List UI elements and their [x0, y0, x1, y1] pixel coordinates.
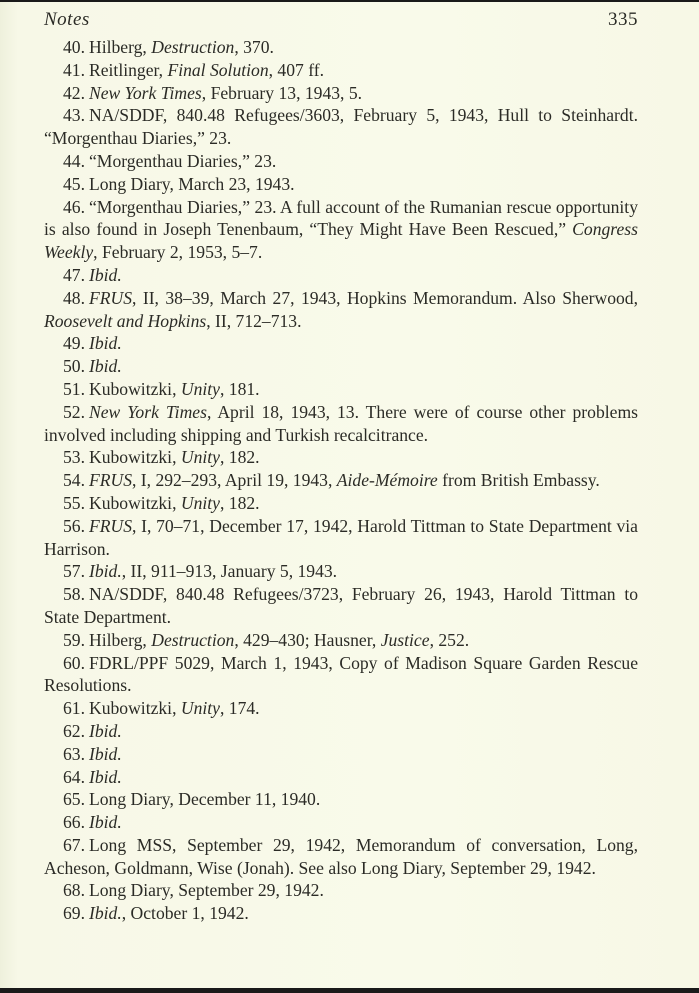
citation-text: , 174.: [219, 698, 260, 719]
footnote-number: 67.: [63, 834, 85, 855]
footnote-number: 44.: [63, 150, 85, 171]
footnote: [44, 879, 638, 902]
footnote-number: 59.: [63, 629, 85, 650]
footnote-number: 64.: [63, 766, 85, 787]
footnote-number: 45.: [63, 173, 85, 194]
footnote: [44, 811, 638, 834]
footnote-number: 55.: [63, 492, 85, 513]
footnote: [44, 332, 638, 355]
citation-text: Long Diary, September 29, 1942.: [89, 880, 324, 901]
footnote: [44, 446, 638, 469]
footnote-number: 61.: [63, 698, 85, 719]
footnote: [44, 469, 638, 492]
notes-list: [44, 36, 638, 925]
citation-title: Destruction: [151, 37, 235, 57]
citation-text: NA/SDDF, 840.48 Refugees/3603, February 5, 1943, Hull to Steinhardt. “Morgenthau Diaries,” 23.: [44, 105, 638, 149]
citation-title: Ibid.: [89, 356, 122, 377]
citation-text: “Morgenthau Diaries,” 23. A full account of the Rumanian rescue opportunity is also found in Joseph Tenenbaum, “They Might Have Been Rescued,”: [44, 196, 638, 240]
citation-title: Destruction: [151, 629, 235, 650]
citation-text: Hilberg,: [89, 37, 152, 57]
footnote: [44, 378, 638, 401]
footnote-number: 51.: [63, 378, 85, 399]
citation-title: Roosevelt and Hopkins: [44, 310, 207, 331]
footnote: [44, 902, 638, 925]
citation-text: , I, 292–293, April 19, 1943,: [132, 470, 337, 491]
footnote-number: 62.: [63, 720, 85, 741]
citation-title: New York Times: [89, 82, 202, 103]
footnote-number: 57.: [63, 561, 85, 582]
citation-title: Justice: [380, 629, 430, 650]
footnote: [44, 196, 638, 264]
footnote-number: 41.: [63, 59, 85, 80]
footnote-number: 69.: [63, 903, 85, 924]
citation-text: , 181.: [219, 378, 260, 399]
citation-text: , April 18, 1943, 13. There were of course other problems involved including shipping and Turkish recalcitrance.: [44, 401, 638, 445]
citation-title: Ibid.: [89, 743, 122, 764]
citation-text: , II, 38–39, March 27, 1943, Hopkins Memorandum. Also Sherwood,: [132, 287, 638, 308]
footnote-number: 42.: [63, 82, 85, 103]
citation-title: Ibid.: [89, 903, 122, 924]
section-title: Notes: [44, 9, 90, 30]
running-head: [44, 9, 638, 33]
citation-text: Long MSS, September 29, 1942, Memorandum of conversation, Long, Acheson, Goldmann, Wise (Jonah). See also Long Diary, September 29, 1942.: [44, 834, 638, 878]
citation-title: FRUS: [89, 287, 132, 308]
citation-text: Kubowitzki,: [89, 492, 181, 513]
citation-text: from British Embassy.: [437, 470, 600, 491]
citation-text: , February 13, 1943, 5.: [201, 82, 363, 103]
footnote-number: 54.: [63, 470, 85, 491]
citation-text: Reitlinger,: [89, 59, 168, 80]
footnote: [44, 355, 638, 378]
citation-text: , 370.: [234, 37, 274, 57]
footnote-number: 46.: [63, 196, 85, 217]
citation-title: Unity: [180, 447, 220, 468]
citation-text: Kubowitzki,: [89, 447, 181, 468]
footnote-number: 65.: [63, 789, 85, 810]
citation-text: , 407 ff.: [268, 59, 325, 80]
citation-title: Unity: [180, 698, 220, 719]
citation-text: , 252.: [429, 629, 470, 650]
footnote-number: 40.: [63, 37, 85, 57]
footnote: [44, 82, 638, 105]
citation-title: Ibid.: [89, 333, 122, 354]
citation-text: , October 1, 1942.: [121, 903, 249, 924]
footnote-number: 66.: [63, 812, 85, 833]
footnote: [44, 766, 638, 789]
page-number: 335: [608, 9, 638, 30]
citation-text: “Morgenthau Diaries,” 23.: [89, 150, 277, 171]
citation-title: Unity: [180, 378, 220, 399]
citation-title: Aide-Mémoire: [336, 470, 438, 491]
citation-title: FRUS: [89, 470, 132, 491]
citation-title: Ibid.: [89, 766, 122, 787]
footnote: [44, 104, 638, 150]
citation-text: , II, 911–913, January 5, 1943.: [121, 561, 338, 582]
footnote-number: 47.: [63, 264, 85, 285]
footnote: [44, 720, 638, 743]
citation-text: Hilberg,: [89, 629, 152, 650]
citation-text: , 429–430; Hausner,: [234, 629, 381, 650]
footnote: [44, 173, 638, 196]
footnote: [44, 515, 638, 561]
citation-title: Ibid.: [89, 561, 122, 582]
book-page: [0, 2, 699, 988]
citation-text: , 182.: [219, 492, 260, 513]
footnote: [44, 743, 638, 766]
footnote-number: 56.: [63, 515, 85, 536]
citation-title: Unity: [180, 492, 220, 513]
footnote: [44, 652, 638, 698]
citation-text: , 182.: [219, 447, 260, 468]
footnote: [44, 150, 638, 173]
footnote: [44, 834, 638, 880]
footnote: [44, 629, 638, 652]
footnote: [44, 560, 638, 583]
citation-text: , I, 70–71, December 17, 1942, Harold Tittman to State Department via Harrison.: [44, 515, 638, 559]
footnote: [44, 697, 638, 720]
citation-text: , February 2, 1953, 5–7.: [93, 242, 263, 263]
footnote-number: 60.: [63, 652, 85, 673]
footnote-number: 53.: [63, 447, 85, 468]
citation-text: Kubowitzki,: [89, 698, 181, 719]
citation-title: Congress Weekly: [44, 219, 638, 263]
citation-title: Ibid.: [89, 812, 122, 833]
citation-title: Ibid.: [89, 720, 122, 741]
citation-title: New York Times: [89, 401, 207, 422]
citation-text: , II, 712–713.: [206, 310, 302, 331]
footnote-number: 58.: [63, 584, 85, 605]
footnote-number: 52.: [63, 401, 85, 422]
footnote-number: 48.: [63, 287, 85, 308]
footnote: [44, 287, 638, 333]
citation-title: Ibid.: [89, 264, 122, 285]
citation-text: Long Diary, December 11, 1940.: [89, 789, 321, 810]
footnote: [44, 59, 638, 82]
footnote: [44, 401, 638, 447]
footnote-number: 49.: [63, 333, 85, 354]
footnote: [44, 264, 638, 287]
footnote: [44, 492, 638, 515]
footnote: [44, 36, 638, 59]
citation-text: Long Diary, March 23, 1943.: [89, 173, 295, 194]
footnote-number: 50.: [63, 356, 85, 377]
footnote: [44, 788, 638, 811]
footnote: [44, 583, 638, 629]
citation-text: NA/SDDF, 840.48 Refugees/3723, February 26, 1943, Harold Tittman to State Department.: [44, 584, 638, 627]
footnote-number: 43.: [63, 105, 85, 126]
citation-title: Final Solution: [167, 59, 269, 80]
footnote-number: 63.: [63, 743, 85, 764]
citation-title: FRUS: [89, 515, 132, 536]
citation-text: Kubowitzki,: [89, 378, 181, 399]
footnote-number: 68.: [63, 880, 85, 901]
citation-text: FDRL/PPF 5029, March 1, 1943, Copy of Madison Square Garden Rescue Resolutions.: [44, 652, 638, 696]
